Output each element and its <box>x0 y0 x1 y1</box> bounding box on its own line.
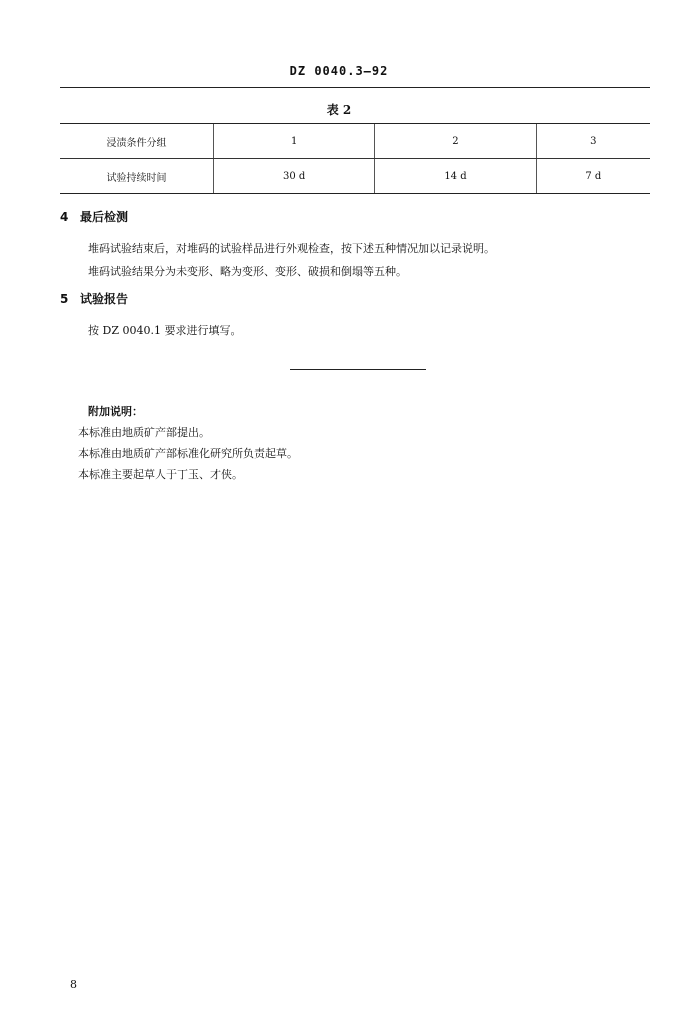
section-title: 最后检测 <box>80 210 129 224</box>
document-code: DZ 0040.3—92 <box>289 64 389 78</box>
table-cell: 14 d <box>375 159 536 194</box>
header-rule <box>60 87 650 88</box>
end-rule <box>290 369 426 370</box>
section-paragraph: 堆码试验结果分为未变形、略为变形、变形、破损和倒塌等五种。 <box>88 265 407 278</box>
section-number: 5 <box>60 292 69 306</box>
section-heading-4 <box>60 208 128 225</box>
note-line: 本标准主要起草人于丁玉、才侠。 <box>78 468 243 481</box>
row-label: 试验持续时间 <box>60 159 214 194</box>
table-cell: 3 <box>536 124 650 159</box>
table-cell: 30 d <box>214 159 375 194</box>
section-title: 试验报告 <box>80 292 129 306</box>
section-number: 4 <box>60 210 69 224</box>
table-caption: 表 2 <box>326 103 352 117</box>
note-line: 本标准由地质矿产部标准化研究所负责起草。 <box>78 447 298 460</box>
table-row <box>60 124 650 159</box>
table-cell: 1 <box>214 124 375 159</box>
page-number: 8 <box>70 978 77 991</box>
table-row <box>60 159 650 194</box>
section-paragraph: 堆码试验结束后，对堆码的试验样品进行外观检查，按下述五种情况加以记录说明。 <box>88 242 495 255</box>
row-label: 浸渍条件分组 <box>60 124 214 159</box>
table-cell: 2 <box>375 124 536 159</box>
notes-title: 附加说明： <box>88 405 143 418</box>
note-line: 本标准由地质矿产部提出。 <box>78 426 210 439</box>
test-conditions-table <box>60 123 650 194</box>
section-heading-5 <box>60 290 128 307</box>
section-paragraph: 按 DZ 0040.1 要求进行填写。 <box>88 324 242 337</box>
table-cell: 7 d <box>536 159 650 194</box>
